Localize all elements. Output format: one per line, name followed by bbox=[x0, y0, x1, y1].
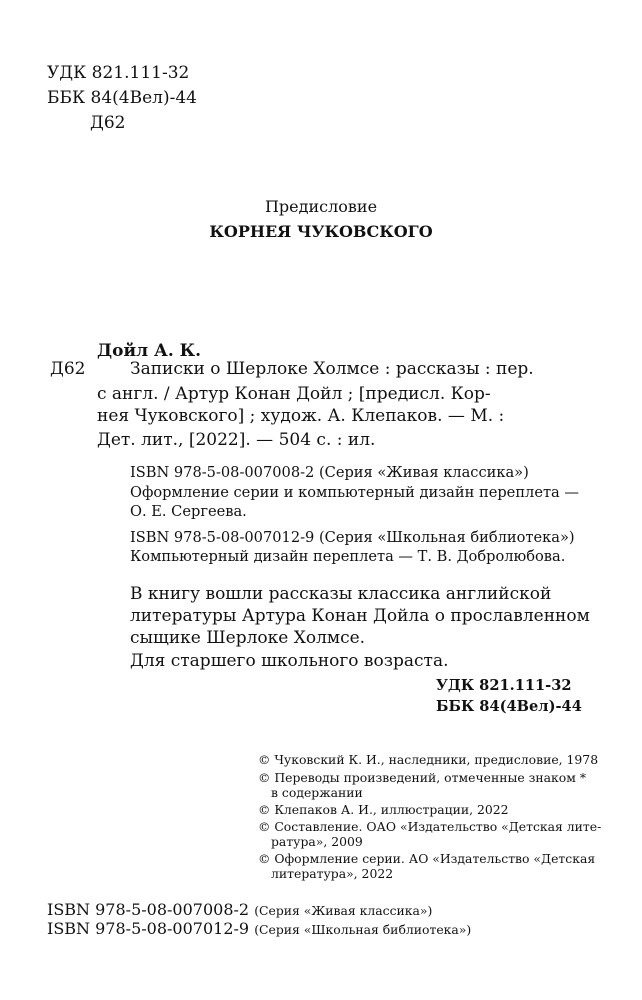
annotation-line: литературы Артура Конан Дойла о прославленном bbox=[130, 606, 590, 626]
copyright-line: © Переводы произведений, отмеченные знаком * bbox=[258, 770, 587, 785]
copyright-line: © Чуковский К. И., наследники, предисловие, 1978 bbox=[258, 752, 599, 767]
series-isbn: ISBN 978-5-08-007012-9 (Серия «Школьная библиотека») bbox=[130, 529, 575, 546]
series-detail: Компьютерный дизайн переплета — Т. В. Добролюбова. bbox=[130, 548, 566, 565]
copyright-line: © Составление. ОАО «Издательство «Детская лите- bbox=[258, 819, 602, 834]
udk-code-bottom: УДК 821.111-32 bbox=[436, 677, 572, 694]
isbn-number: ISBN 978-5-08-007012-9 bbox=[47, 919, 250, 938]
isbn-series: (Серия «Школьная библиотека») bbox=[254, 922, 472, 937]
copyright-line: в содержании bbox=[271, 785, 363, 800]
series-detail: Оформление серии и компьютерный дизайн переплета — bbox=[130, 484, 579, 501]
copyright-line: © Оформление серии. АО «Издательство «Детская bbox=[258, 851, 596, 866]
bbk-code: ББК 84(4Вел)-44 bbox=[47, 88, 197, 108]
isbn-series: (Серия «Живая классика») bbox=[254, 903, 433, 918]
udk-code: УДК 821.111-32 bbox=[47, 63, 190, 83]
copyright-line: литература», 2022 bbox=[271, 866, 394, 881]
isbn-line bbox=[47, 919, 471, 938]
isbn-number: ISBN 978-5-08-007008-2 bbox=[47, 900, 250, 919]
entry-line: нея Чуковского] ; худож. А. Клепаков. — М. : bbox=[97, 406, 505, 426]
series-detail: О. Е. Сергеева. bbox=[130, 503, 247, 520]
annotation-line: сыщике Шерлоке Холмсе. bbox=[130, 628, 366, 648]
annotation-line: В книгу вошли рассказы классика английской bbox=[130, 584, 552, 604]
isbn-line bbox=[47, 900, 432, 919]
copyright-line: © Клепаков А. И., иллюстрации, 2022 bbox=[258, 802, 509, 817]
entry-line: Дет. лит., [2022]. — 504 с. : ил. bbox=[97, 430, 376, 450]
entry-line: с англ. / Артур Конан Дойл ; [предисл. Кор- bbox=[97, 384, 491, 404]
author-mark: Д62 bbox=[90, 113, 126, 133]
entry-author-mark: Д62 bbox=[50, 359, 86, 379]
preface-author: КОРНЕЯ ЧУКОВСКОГО bbox=[209, 222, 433, 241]
entry-heading: Дойл А. К. bbox=[97, 341, 202, 361]
copyright-line: ратура», 2009 bbox=[271, 834, 363, 849]
bbk-code-bottom: ББК 84(4Вел)-44 bbox=[436, 698, 582, 715]
entry-line: Записки о Шерлоке Холмсе : рассказы : пер. bbox=[130, 359, 534, 379]
preface-label: Предисловие bbox=[264, 197, 378, 216]
annotation-line: Для старшего школьного возраста. bbox=[130, 651, 449, 671]
series-isbn: ISBN 978-5-08-007008-2 (Серия «Живая классика») bbox=[130, 464, 529, 481]
